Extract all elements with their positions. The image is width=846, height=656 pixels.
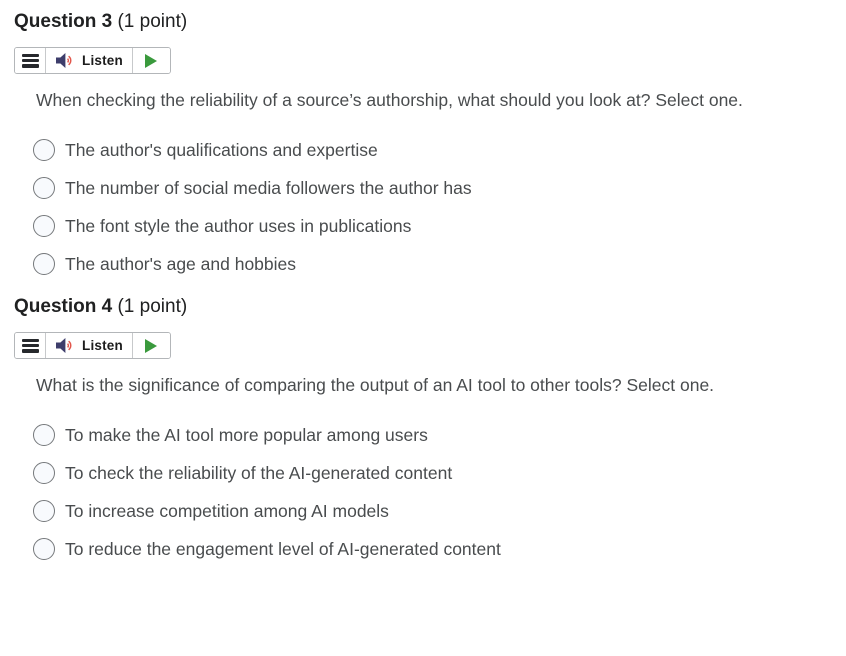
question-points: (1 point) [117,11,188,32]
radio-button[interactable] [33,215,55,237]
question-title: Question 3 [14,11,113,32]
hamburger-menu-icon [22,54,39,68]
question-text: When checking the reliability of a source’s authorship, what should you look at? Select one. [36,90,743,111]
radio-button[interactable] [33,500,55,522]
answer-option[interactable] [33,424,832,446]
play-triangle-icon [144,53,158,69]
readspeaker-toolbar [14,332,171,359]
radio-button[interactable] [33,139,55,161]
option-label: To increase competition among AI models [65,501,389,522]
radio-button[interactable] [33,424,55,446]
speaker-audio-icon [55,52,76,69]
radio-button[interactable] [33,538,55,560]
quiz-page [14,10,832,560]
hamburger-menu-icon [22,339,39,353]
option-label: The font style the author uses in publications [65,216,412,237]
radio-button[interactable] [33,177,55,199]
option-label: The number of social media followers the author has [65,178,472,199]
answer-option[interactable] [33,538,832,560]
radio-button[interactable] [33,462,55,484]
option-label: The author's qualifications and expertise [65,140,378,161]
option-label: The author's age and hobbies [65,254,297,275]
readspeaker-menu-button[interactable] [15,333,46,358]
play-button[interactable] [133,333,170,358]
readspeaker-menu-button[interactable] [15,48,46,73]
answer-option[interactable] [33,253,832,275]
listen-label: Listen [82,338,123,354]
option-label: To reduce the engagement level of AI-generated content [65,539,501,560]
answer-option[interactable] [33,462,832,484]
speaker-audio-icon [55,337,76,354]
answer-option[interactable] [33,215,832,237]
question-4-section [14,295,832,560]
question-title: Question 4 [14,296,113,318]
question-text: What is the significance of comparing the output of an AI tool to other tools? Select one. [36,375,715,396]
answer-option[interactable] [33,177,832,199]
listen-button[interactable] [46,48,133,73]
option-label: To make the AI tool more popular among users [65,425,428,446]
answer-option[interactable] [33,139,832,161]
readspeaker-toolbar [14,47,171,74]
question-heading [14,10,832,33]
options-list [33,424,832,560]
answer-option[interactable] [33,500,832,522]
play-button[interactable] [133,48,170,73]
listen-button[interactable] [46,333,133,358]
radio-button[interactable] [33,253,55,275]
option-label: To check the reliability of the AI-generated content [65,463,453,484]
listen-label: Listen [82,53,123,69]
question-heading [14,295,832,318]
question-points: (1 point) [117,296,188,318]
question-3-section [14,10,832,275]
options-list [33,139,832,275]
play-triangle-icon [144,338,158,354]
